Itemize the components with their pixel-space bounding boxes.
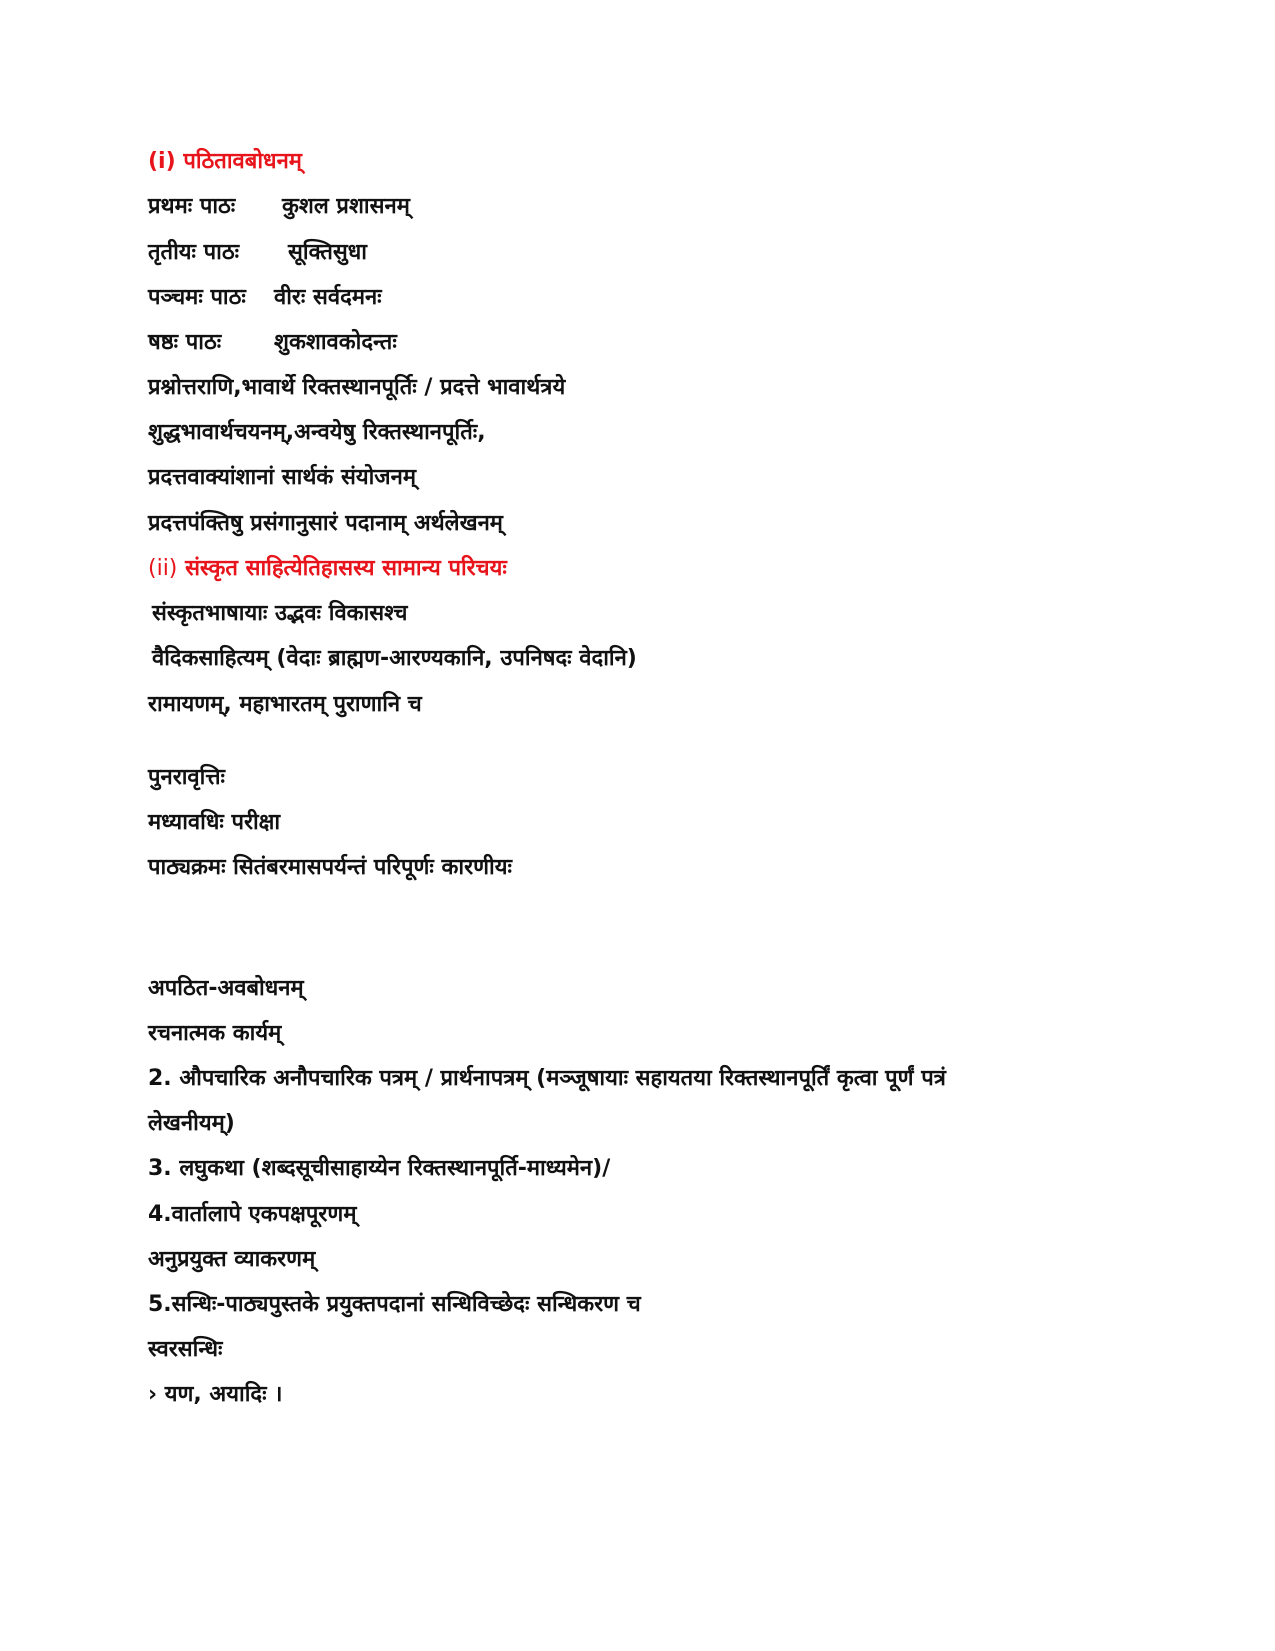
activity-line: शुद्धभावार्थचयनम्,अन्वयेषु रिक्तस्थानपूर्तिः,: [148, 420, 486, 445]
vowel-sandhi-types: यण, अयादिः ।: [164, 1382, 283, 1407]
section-2-title: संस्कृत साहित्येतिहासस्य सामान्य परिचयः: [185, 556, 507, 581]
vowel-sandhi-bullet-line: [148, 1380, 283, 1410]
section-2-marker: (ii): [148, 556, 178, 581]
creative-writing-heading: रचनात्मक कार्यम्: [148, 1021, 282, 1046]
literature-item: रामायणम्, महाभारतम् पुराणानि च: [148, 692, 422, 717]
bullet-icon: ›: [148, 1382, 158, 1407]
lesson-row: [148, 328, 397, 358]
section-1-marker: (i): [148, 149, 176, 174]
vowel-sandhi-label: स्वरसन्धिः: [148, 1337, 223, 1362]
lesson-row: [148, 283, 382, 313]
lesson-title: वीरः सर्वदमनः: [274, 285, 382, 310]
lesson-row: [148, 238, 368, 268]
lesson-number: षष्ठः पाठः: [148, 330, 222, 355]
grammar-heading: अनुप्रयुक्त व्याकरणम्: [148, 1247, 316, 1272]
literature-item: संस्कृतभाषायाः उद्भवः विकासश्च: [152, 601, 408, 626]
lesson-number: प्रथमः पाठः: [148, 194, 236, 219]
lesson-title: कुशल प्रशासनम्: [282, 194, 410, 219]
section-1-heading: [148, 147, 302, 177]
literature-item: वैदिकसाहित्यम् (वेदाः ब्राह्मण-आरण्यकानि, उपनिषदः वेदानि): [152, 646, 637, 671]
unseen-comprehension-heading: अपठित-अवबोधनम्: [148, 976, 304, 1001]
revision-label: पुनरावृत्तिः: [148, 765, 225, 790]
lesson-title: सूक्तिसुधा: [288, 240, 368, 265]
short-story-item: 3. लघुकथा (शब्दसूचीसाहाय्येन रिक्तस्थानपूर्ति-माध्यमेन)/: [148, 1156, 611, 1181]
activity-line: प्रदत्तवाक्यांशानां सार्थकं संयोजनम्: [148, 465, 416, 490]
sandhi-item: 5.सन्धिः-पाठ्यपुस्तके प्रयुक्तपदानां सन्धिविच्छेदः सन्धिकरण च: [148, 1292, 641, 1317]
lesson-number: पञ्चमः पाठः: [148, 285, 246, 310]
lesson-title: शुकशावकोदन्तः: [274, 330, 397, 355]
activity-line: प्रदत्तपंक्तिषु प्रसंगानुसारं पदानाम् अर्थलेखनम्: [148, 511, 503, 536]
lesson-row: [148, 192, 410, 222]
letter-item-line-2: लेखनीयम्): [148, 1111, 235, 1136]
activity-line: प्रश्नोत्तराणि,भावार्थे रिक्तस्थानपूर्तिः / प्रदत्ते भावार्थत्रये: [148, 375, 566, 400]
letter-item-line-1: 2. औपचारिक अनौपचारिक पत्रम् / प्रार्थनापत्रम् (मञ्जूषायाः सहायतया रिक्तस्थानपूर्तिं कृत्वा पूर्णं पत्रं: [148, 1066, 946, 1091]
midterm-exam: मध्यावधिः परीक्षा: [148, 810, 281, 835]
lesson-number: तृतीयः पाठः: [148, 240, 240, 265]
dialogue-item: 4.वार्तालापे एकपक्षपूरणम्: [148, 1202, 357, 1227]
syllabus-note: पाठ्यक्रमः सितंबरमासपर्यन्तं परिपूर्णः कारणीयः: [148, 855, 512, 880]
section-2-heading: [148, 554, 507, 584]
section-1-title: पठितावबोधनम्: [183, 149, 302, 174]
